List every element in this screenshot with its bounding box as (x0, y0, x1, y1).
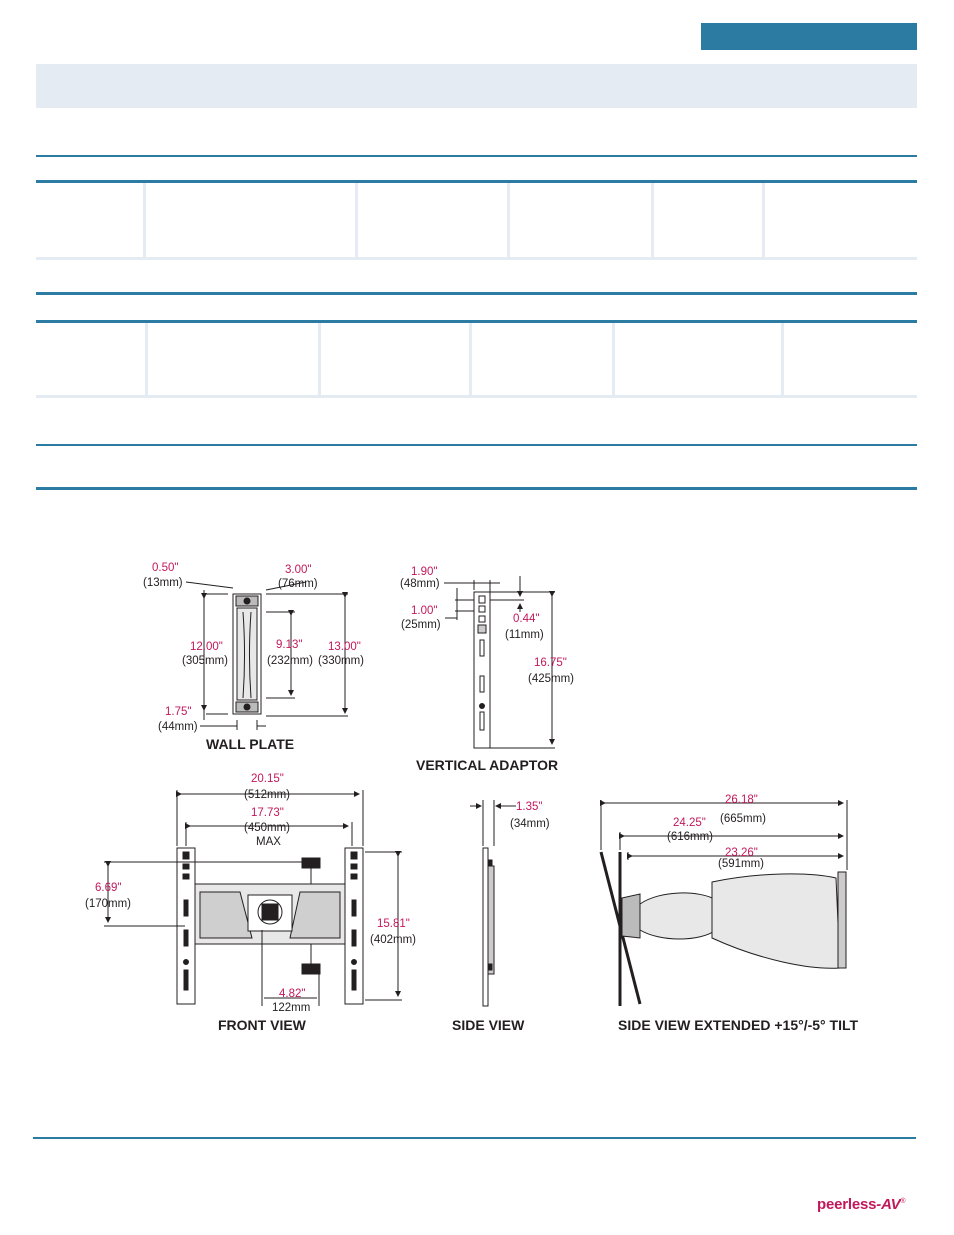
wall-plate-d3-in: 12.00" (190, 641, 223, 653)
side-d1-mm: (34mm) (510, 818, 550, 830)
front-d2-note: MAX (256, 836, 281, 848)
wall-plate-title: WALL PLATE (206, 736, 295, 752)
front-d4-mm: (402mm) (370, 934, 417, 946)
ext-d3-in: 23.26" (725, 847, 758, 859)
vertical-adaptor-title: VERTICAL ADAPTOR (416, 757, 559, 773)
adaptor-d3-in: 0.44" (513, 613, 540, 625)
adaptor-d3-mm: (11mm) (505, 629, 544, 641)
ext-d3-mm: (591mm) (718, 858, 765, 870)
wall-plate-d4-in: 9.13" (276, 639, 303, 651)
front-d3-mm: (170mm) (85, 898, 132, 910)
wall-plate-d4-mm: (232mm) (267, 655, 314, 667)
front-d3-in: 6.69" (95, 882, 122, 894)
adaptor-d4-in: 16.75" (534, 657, 567, 669)
front-d2-mm: (450mm) (244, 822, 291, 834)
front-d5-mm: 122mm (272, 1002, 311, 1014)
logo-text: peerless (817, 1196, 877, 1213)
front-d5-in: 4.82" (279, 988, 306, 1000)
wall-plate-d2-in: 3.00" (285, 564, 312, 576)
adaptor-d2-in: 1.00" (411, 605, 438, 617)
front-d2-in: 17.73" (251, 807, 284, 819)
footer-rule (33, 1137, 916, 1139)
adaptor-d4-mm: (425mm) (528, 673, 575, 685)
front-view-title: FRONT VIEW (218, 1017, 306, 1033)
logo-suffix: -AV (876, 1196, 901, 1213)
front-d4-in: 15.81" (377, 918, 410, 930)
side-view-title: SIDE VIEW (452, 1017, 525, 1033)
side-view-extended-drawing (601, 800, 847, 1006)
adaptor-d1-mm: (48mm) (400, 578, 440, 590)
adaptor-d2-mm: (25mm) (401, 619, 441, 631)
wall-plate-d6-mm: (44mm) (158, 721, 198, 733)
side-view-extended-title: SIDE VIEW EXTENDED +15°/-5° TILT (618, 1017, 859, 1033)
adaptor-d1-in: 1.90" (411, 566, 438, 578)
ext-d1-in: 26.18" (725, 794, 758, 806)
front-d1-in: 20.15" (251, 773, 284, 785)
ext-d2-in: 24.25" (673, 817, 706, 829)
wall-plate-d1-mm: (13mm) (143, 577, 183, 589)
wall-plate-d6-in: 1.75" (165, 706, 192, 718)
ext-d1-mm: (665mm) (720, 813, 767, 825)
wall-plate-d1-in: 0.50" (152, 562, 179, 574)
side-view-drawing (470, 800, 516, 1006)
wall-plate-d2-mm: (76mm) (278, 578, 318, 590)
brand-logo (817, 1196, 905, 1213)
ext-d2-mm: (616mm) (667, 831, 714, 843)
wall-plate-d3-mm: (305mm) (182, 655, 229, 667)
front-d1-mm: (512mm) (244, 789, 291, 801)
wall-plate-d5-in: 13.00" (328, 641, 361, 653)
logo-mark: ® (900, 1198, 906, 1205)
side-d1-in: 1.35" (516, 801, 543, 813)
wall-plate-d5-mm: (330mm) (318, 655, 365, 667)
